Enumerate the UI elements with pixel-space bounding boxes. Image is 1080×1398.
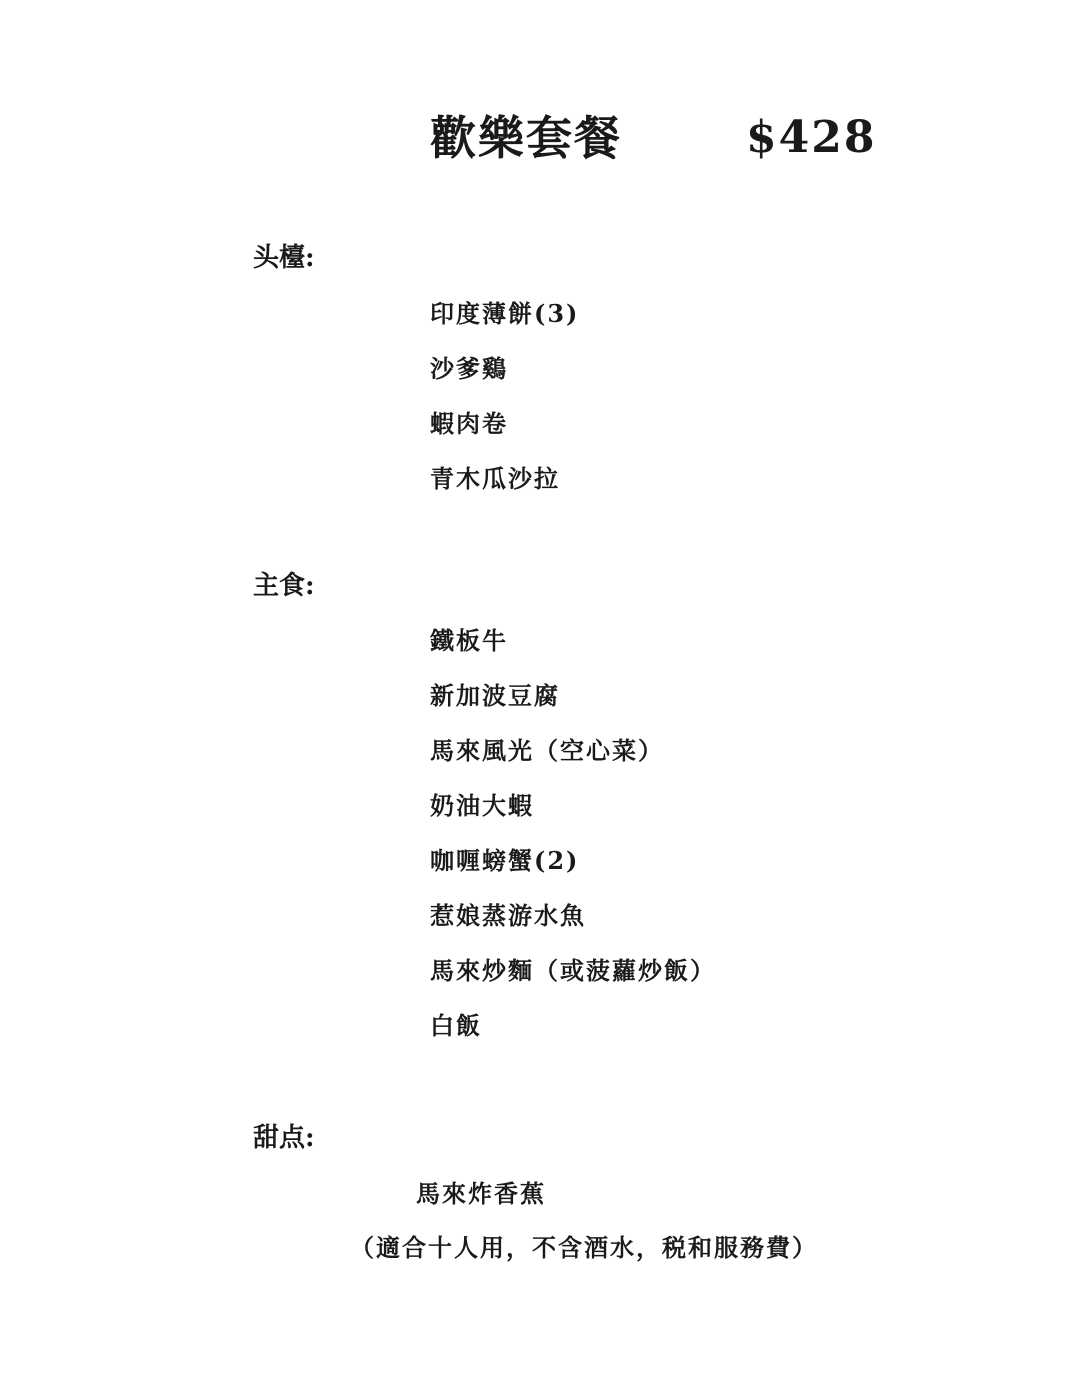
starters-list (430, 296, 579, 516)
main-item: 咖喱螃蟹(2) (430, 846, 580, 875)
starter-item: 蝦肉卷 (430, 409, 508, 438)
mains-list (430, 623, 716, 1063)
menu-title: 歡樂套餐 (430, 111, 622, 165)
main-item: 馬來炒麵（或菠蘿炒飯） (430, 956, 716, 985)
main-item: 奶油大蝦 (430, 791, 534, 820)
main-item: 白飯 (430, 1011, 482, 1040)
mains-heading: 主食: (253, 571, 315, 601)
main-item: 新加波豆腐 (430, 681, 560, 710)
menu-price: $428 (746, 112, 877, 163)
starter-item: 青木瓜沙拉 (430, 464, 560, 493)
main-item: 鐵板牛 (430, 626, 508, 655)
serving-note: （適合十人用，不含酒水，税和服務費） (350, 1233, 818, 1262)
starter-item: 印度薄餅(3) (430, 299, 580, 328)
starters-heading: 头檯: (253, 243, 315, 273)
starter-item: 沙爹鷄 (430, 354, 508, 383)
main-item: 馬來風光（空心菜） (430, 736, 664, 765)
dessert-heading: 甜点: (253, 1123, 315, 1153)
dessert-item: 馬來炸香蕉 (416, 1179, 546, 1208)
main-item: 惹娘蒸游水魚 (430, 901, 586, 930)
